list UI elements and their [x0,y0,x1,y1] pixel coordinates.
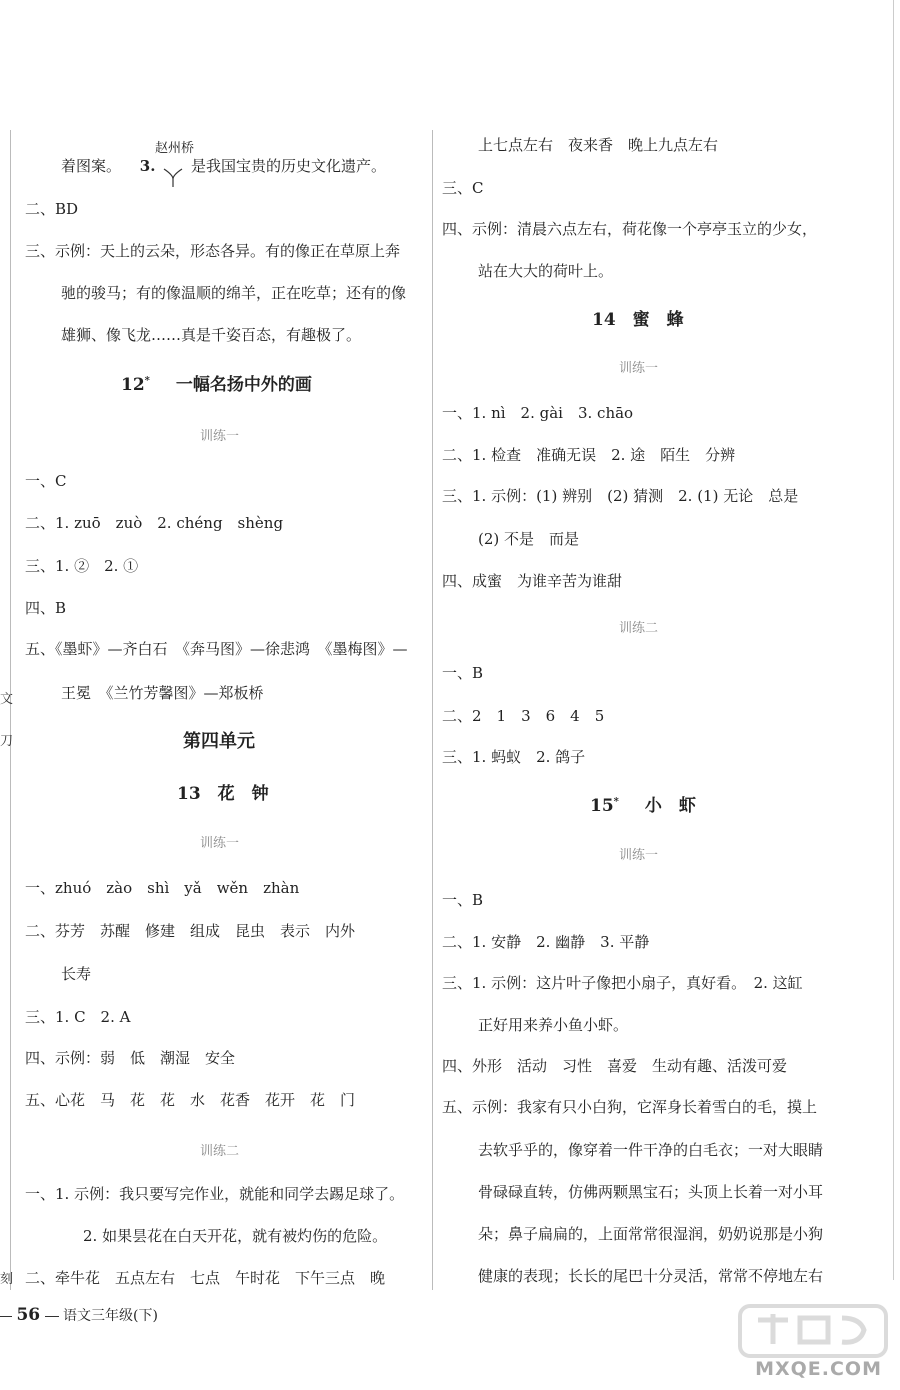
answer-line: 四、B [25,599,67,617]
answer-line: 驰的骏马；有的像温顺的绵羊，正在吃草；还有的像 [61,284,407,302]
answer-line: 上七点左右 夜来香 晚上九点左右 [478,136,719,154]
answer-line: 正好用来养小鱼小虾。 [478,1016,629,1034]
question-number: 3. [139,157,156,175]
book-title: 语文三年级(下) [63,1308,158,1324]
answer-line: 站在大大的荷叶上。 [478,262,614,280]
answer-line: 三、1. C 2. A [25,1008,131,1026]
answer-line: 一、C [25,472,67,490]
answer-line: 一、1. 示例：我只要写完作业，就能和同学去踢足球了。 [25,1185,405,1203]
lesson-title [121,370,312,395]
answer-line: 一、zhuó zào shì yǎ wěn zhàn [25,879,300,897]
answer-line: 王冕 《兰竹芳馨图》—郑板桥 [61,684,264,702]
answer-line: 三、1. ② 2. ① [25,557,139,575]
answer-line: 去软乎乎的，像穿着一件干净的白毛衣；一对大眼睛 [478,1141,824,1159]
unit-title: 第四单元 [183,731,255,752]
answer-line: 一、B [442,664,484,682]
watermark-text: MXQE.COM [755,1358,882,1380]
optional-star: * [144,375,150,387]
answer-line: 三、1. 蚂蚁 2. 鸽子 [442,748,586,766]
footer-rule [0,1316,12,1317]
page-footer [0,1305,158,1325]
answer-line: 五、《墨虾》—齐白石 《奔马图》—徐悲鸿 《墨梅图》— [25,640,408,658]
answer-line: 四、成蜜 为谁辛苦为谁甜 [442,572,623,590]
lesson-title [590,791,696,816]
optional-star: * [613,796,619,808]
answer-line: 三、示例：天上的云朵，形态各异。有的像正在草原上奔 [25,242,401,260]
section-subtitle: 训练一 [619,848,659,863]
answer-line: 四、示例：弱 低 潮湿 安全 [25,1049,236,1067]
answer-line: 长寿 [61,965,92,983]
right-edge-rule [893,0,894,1280]
answer-line: 骨碌碌直转，仿佛两颗黑宝石；头顶上长着一对小耳 [478,1183,824,1201]
lesson-number: 15 [590,796,614,816]
answer-line: 二、牵牛花 五点左右 七点 午时花 下午三点 晚 [25,1269,386,1287]
lesson-name: 小 虾 [644,796,696,816]
section-subtitle: 训练一 [619,361,659,376]
answer-line [61,155,386,176]
answer-line: 三、1. 示例：这片叶子像把小扇子，真好看。 2. 这缸 [442,974,803,992]
section-subtitle: 训练二 [619,621,659,636]
margin-char: 刀 [0,734,14,749]
lesson-title: 14 蜜 蜂 [592,310,684,330]
answer-line: 二、1. zuō zuò 2. chéng shèng [25,514,284,532]
answer-line: (2) 不是 而是 [478,530,580,548]
insertion-annotation: 赵州桥 [155,141,195,156]
brace-icon [160,167,186,189]
page-number: 56 [16,1305,41,1325]
answer-line: 二、芬芳 苏醒 修建 组成 昆虫 表示 内外 [25,922,356,940]
answer-line: 二、1. 安静 2. 幽静 3. 平静 [442,933,650,951]
answer-text: 是我国宝贵的历史文化遗产。 [191,157,387,175]
section-subtitle: 训练一 [200,429,240,444]
margin-char: 刻 [0,1272,14,1287]
answer-line: 三、C [442,179,484,197]
section-subtitle: 训练一 [200,836,240,851]
lesson-number: 12 [121,375,145,395]
lesson-title: 13 花 钟 [177,784,269,804]
answer-line: 健康的表现；长长的尾巴十分灵活，常常不停地左右 [478,1267,824,1285]
answer-line: 五、示例：我家有只小白狗，它浑身长着雪白的毛，摸上 [442,1098,818,1116]
answer-line: 一、1. nì 2. gài 3. chāo [442,404,634,422]
answer-line: 朵；鼻子扁扁的，上面常常很湿润，奶奶说那是小狗 [478,1225,824,1243]
section-subtitle: 训练二 [200,1144,240,1159]
answer-text: 着图案。 [61,157,122,175]
answer-line: 雄狮、像飞龙……真是千姿百态，有趣极了。 [61,326,362,344]
answer-line: 二、BD [25,200,79,218]
answer-line: 三、1. 示例：(1) 辨别 (2) 猜测 2. (1) 无论 总是 [442,487,799,505]
answer-line: 四、示例：清晨六点左右，荷花像一个亭亭玉立的少女， [442,220,818,238]
answer-line: 二、2 1 3 6 4 5 [442,707,605,725]
answer-line: 2. 如果昙花在白天开花，就有被灼伤的危险。 [83,1227,388,1245]
column-divider [432,130,433,1290]
lesson-name: 一幅名扬中外的画 [175,375,312,395]
answer-line: 一、B [442,891,484,909]
margin-char: 文 [0,692,14,707]
answer-line: 二、1. 检查 准确无误 2. 途 陌生 分辨 [442,446,736,464]
footer-rule [45,1316,59,1317]
left-margin-rule [10,130,11,1290]
answer-line: 四、外形 活动 习性 喜爱 生动有趣、活泼可爱 [442,1057,788,1075]
answer-line: 五、心花 马 花 花 水 花香 花开 花 门 [25,1091,356,1109]
